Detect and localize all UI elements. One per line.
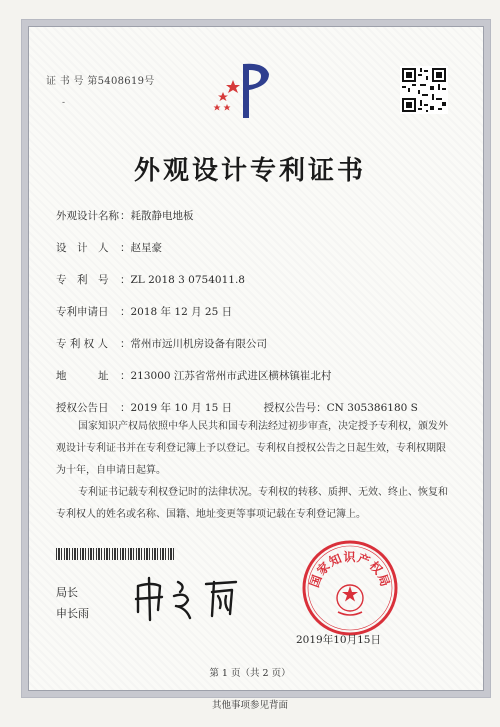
svg-text:国家知识产权局: 国家知识产权局 xyxy=(307,550,393,590)
director-title: 局长 xyxy=(56,586,78,599)
field-value: 213000 江苏省常州市武进区横林镇崔北村 xyxy=(130,370,332,382)
field-value: 2018 年 12 月 25 日 xyxy=(130,306,233,318)
director-name: 申长雨 xyxy=(56,607,89,620)
field-sep: ： xyxy=(120,338,131,350)
certificate-number: 证 书 号 第5408619号 xyxy=(46,76,155,87)
field-label: 专 利 号 xyxy=(56,274,109,286)
field-sep: ： xyxy=(120,242,131,254)
field-sep: ： xyxy=(120,370,131,382)
barcode xyxy=(56,548,174,560)
certificate-title: 外观设计专利证书 xyxy=(133,156,366,186)
qr-code-icon xyxy=(400,66,448,114)
field-patent-number xyxy=(56,272,245,287)
field-label: 授权公告日 xyxy=(56,402,109,414)
cnipa-logo-icon xyxy=(205,60,275,122)
field-value: 耗散静电地板 xyxy=(130,210,194,222)
field-application-date xyxy=(56,304,232,319)
page-number: 第 1 页（共 2 页） xyxy=(209,668,291,679)
field-sep: ： xyxy=(120,402,131,414)
field-patentee xyxy=(56,336,267,351)
director-signature xyxy=(128,572,258,624)
footer-note: 其他事项参见背面 xyxy=(211,700,288,711)
field-label: 地 址 xyxy=(56,370,109,382)
field-value: 常州市远川机房设备有限公司 xyxy=(130,338,267,350)
seal-date: 2019年10月15日 xyxy=(296,634,381,646)
field-sep: ： xyxy=(120,306,131,318)
field-label: 专 利 权 人 xyxy=(56,338,109,350)
field-label: 设 计 人 xyxy=(56,242,109,254)
body-paragraph: 专利证书记载专利权登记时的法律状况。专利权的转移、质押、无效、终止、恢复和专利权人的姓名或名称、国籍、地址变更等事项记载在专利登记簿上。 xyxy=(56,487,448,520)
field-label: 外观设计名称 xyxy=(56,210,119,222)
field-design-name xyxy=(56,208,194,223)
field-address xyxy=(56,368,331,383)
field-label: 专利申请日 xyxy=(56,306,109,318)
official-seal xyxy=(300,538,400,638)
body-paragraph: 国家知识产权局依照中华人民共和国专利法经过初步审查，决定授予专利权，颁发外观设计专利证书并在专利登记簿上予以登记。专利权自授权公告之日起生效，专利权期限为十年，自申请日起算。 xyxy=(56,421,448,476)
field-designer xyxy=(56,240,162,255)
field-sep: ： xyxy=(120,274,131,286)
field-value: 2019 年 10 月 15 日 授权公告号：CN 305386180 S xyxy=(130,402,418,414)
header-dash: - xyxy=(62,98,66,108)
field-value: ZL 2018 3 0754011.8 xyxy=(130,274,245,286)
field-value: 赵星豪 xyxy=(130,242,162,254)
field-grant-date xyxy=(56,400,418,415)
field-sep: ： xyxy=(120,210,131,222)
